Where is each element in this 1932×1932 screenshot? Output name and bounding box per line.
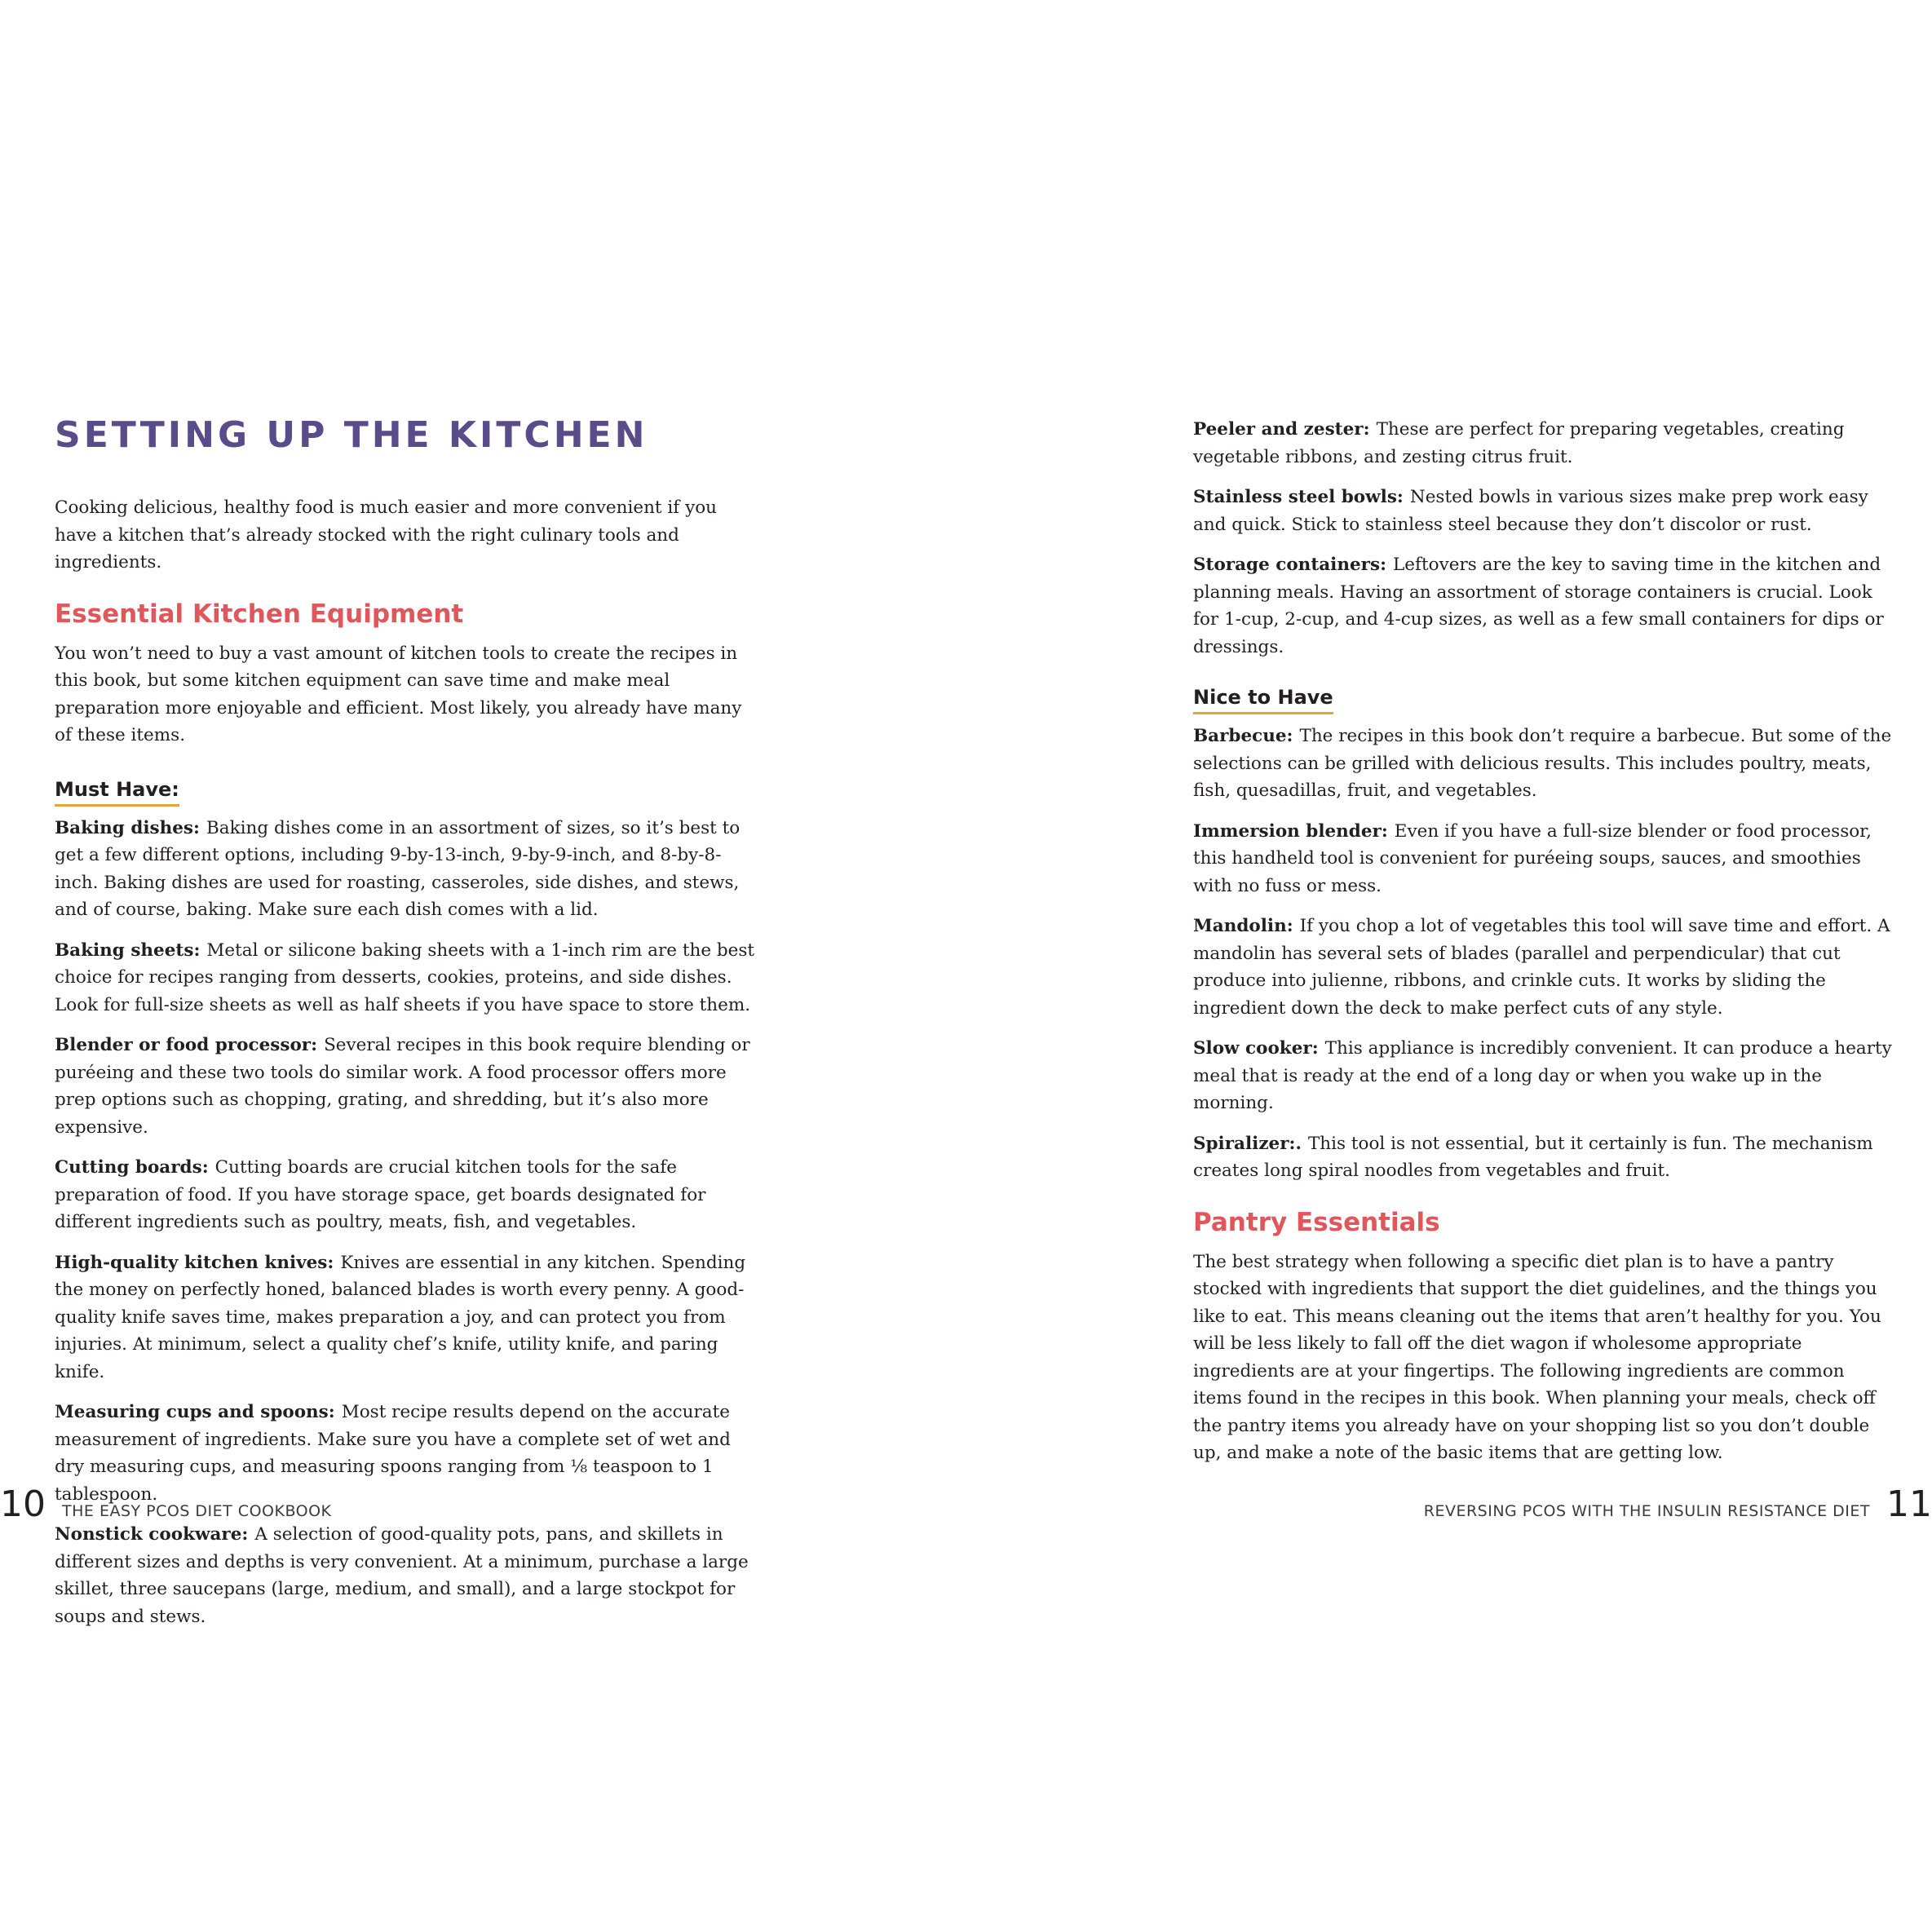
entry-term: Barbecue: — [1193, 726, 1293, 746]
entry-term: Stainless steel bowls: — [1193, 487, 1404, 507]
equipment-entry — [1193, 913, 1894, 1022]
entry-text: Several recipes in this book require blending or puréeing and these two tools do similar work. A food processor offers more prep options such as chopping, grating, and shredding, but it’s also more expensive. — [55, 1035, 750, 1138]
entry-term: Baking sheets: — [55, 939, 201, 961]
running-head: THE EASY PCOS DIET COOKBOOK — [62, 1502, 332, 1520]
section-heading-pantry: Pantry Essentials — [1193, 1207, 1440, 1237]
page-title: SETTING UP THE KITCHEN — [55, 414, 648, 456]
equipment-entry — [55, 815, 760, 924]
section-intro-paragraph: You won’t need to buy a vast amount of kitchen tools to create the recipes in this book, but some kitchen equipment can save time and make meal preparation more enjoyable and efficient. Most likely, you already have many of these items. — [55, 643, 742, 745]
entry-text: If you chop a lot of vegetables this tool will save time and effort. A mandolin has several sets of blades (parallel and perpendicular) that cut produce into julienne, ribbons, and crinkle cuts. It works by sliding the ingredient down the deck to make perfect cuts of any style. — [1193, 916, 1890, 1019]
entry-term: Storage containers: — [1193, 555, 1387, 575]
entry-text: Even if you have a full-size blender or food processor, this handheld tool is convenient for puréeing soups, sauces, and smoothies with no fuss or mess. — [1193, 820, 1872, 896]
left-page-footer — [0, 1483, 332, 1525]
entry-text: Leftovers are the key to saving time in the kitchen and planning meals. Having an assortment of storage containers is crucial. Look for 1-cup, 2-cup, and 4-cup sizes, as well as a few small containers for dips or dressings. — [1193, 555, 1884, 657]
entry-text: Most recipe results depend on the accurate measurement of ingredients. Make sure you have a complete set of wet and dry measuring cups, and measuring spoons ranging from ⅛ teaspoon to 1 tablespoon. — [55, 1402, 731, 1505]
entry-term: Slow cooker: — [1193, 1038, 1319, 1059]
entry-text: Metal or silicone baking sheets with a 1-inch rim are the best choice for recipes ranging from desserts, cookies, proteins, and side dishes. Look for full-size sheets as well as half sheets if you have space to store them. — [55, 939, 755, 1015]
equipment-entry — [1193, 551, 1894, 661]
equipment-entry — [1193, 1130, 1894, 1185]
entry-term: Peeler and zester: — [1193, 419, 1370, 440]
pantry-paragraph: The best strategy when following a specific diet plan is to have a pantry stocked with ingredients that support the diet guidelines, and the things you like to eat. This means cleaning out the items that aren’t healthy for you. You will be less likely to fall off the diet wagon if wholesome appropriate ingredients are at your fingertips. The following ingredients are common items found in the recipes in this book. When planning your meals, check off the pantry items you already have on your shopping list so you don’t double up, and make a note of the basic items that are getting low. — [1193, 1251, 1881, 1463]
entry-term: Nonstick cookware: — [55, 1524, 249, 1545]
entry-text: Baking dishes come in an assortment of sizes, so it’s best to get a few different options, including 9-by-13-inch, 9-by-9-inch, and 8-by-8-inch. Baking dishes are used for roasting, casseroles, side dishes, and stews, and of course, baking. Make sure each dish comes with a lid. — [55, 817, 741, 920]
equipment-entry — [55, 1154, 760, 1236]
equipment-entry — [1193, 818, 1894, 900]
intro-paragraph: Cooking delicious, healthy food is much easier and more convenient if you have a kitchen that’s already stocked with the right culinary tools and ingredients. — [55, 497, 718, 573]
left-page-column — [55, 413, 760, 1643]
entry-term: Baking dishes: — [55, 817, 200, 838]
right-page-footer — [1423, 1483, 1932, 1525]
entry-term: Immersion blender: — [1193, 820, 1388, 842]
entry-text: Knives are essential in any kitchen. Spending the money on perfectly honed, balanced blades is worth every penny. A good-quality knife saves time, makes preparation a joy, and can protect you from injuries. At minimum, select a quality chef’s knife, utility knife, and paring knife. — [55, 1252, 746, 1382]
entry-term: High-quality kitchen knives: — [55, 1252, 334, 1273]
entry-text: Nested bowls in various sizes make prep work easy and quick. Stick to stainless steel because they don’t discolor or rust. — [1193, 487, 1868, 535]
equipment-entry — [1193, 723, 1894, 805]
entry-text: A selection of good-quality pots, pans, and skillets in different sizes and depths is very convenient. At a minimum, purchase a large skillet, three saucepans (large, medium, and small), and a large stockpot for soups and stews. — [55, 1524, 749, 1627]
equipment-entry — [55, 1521, 760, 1630]
entry-term: Mandolin: — [1193, 916, 1293, 936]
page-number: 11 — [1886, 1483, 1932, 1525]
entry-text: Cutting boards are crucial kitchen tools for the safe preparation of food. If you have storage space, get boards designated for different ingredients such as poultry, meats, fish, and vegetables. — [55, 1157, 706, 1232]
entry-term: Cutting boards: — [55, 1157, 209, 1178]
section-heading-equipment: Essential Kitchen Equipment — [55, 599, 464, 629]
equipment-entry — [55, 1249, 760, 1386]
equipment-entry — [1193, 416, 1894, 471]
equipment-entry — [1193, 484, 1894, 538]
equipment-entry — [55, 1032, 760, 1141]
entry-text: These are perfect for preparing vegetables, creating vegetable ribbons, and zesting citrus fruit. — [1193, 419, 1845, 467]
equipment-entry — [1193, 1035, 1894, 1117]
entry-text: This appliance is incredibly convenient. It can produce a hearty meal that is ready at the end of a long day or when you wake up in the morning. — [1193, 1038, 1892, 1113]
sub-heading-must-have: Must Have: — [55, 777, 179, 807]
page-number: 10 — [0, 1483, 46, 1525]
entry-term: Spiralizer:. — [1193, 1133, 1302, 1154]
equipment-entry — [55, 937, 760, 1019]
entry-term: Measuring cups and spoons: — [55, 1402, 335, 1422]
entry-text: The recipes in this book don’t require a barbecue. But some of the selections can be grilled with delicious results. This includes poultry, meats, fish, quesadillas, fruit, and vegetables. — [1193, 726, 1892, 801]
entry-term: Blender or food processor: — [55, 1035, 318, 1055]
entry-text: This tool is not essential, but it certainly is fun. The mechanism creates long spiral noodles from vegetables and fruit. — [1193, 1133, 1873, 1181]
sub-heading-nice-to-have: Nice to Have — [1193, 685, 1333, 714]
running-head: REVERSING PCOS WITH THE INSULIN RESISTANCE DIET — [1423, 1502, 1870, 1520]
right-page-column — [1193, 416, 1894, 1467]
